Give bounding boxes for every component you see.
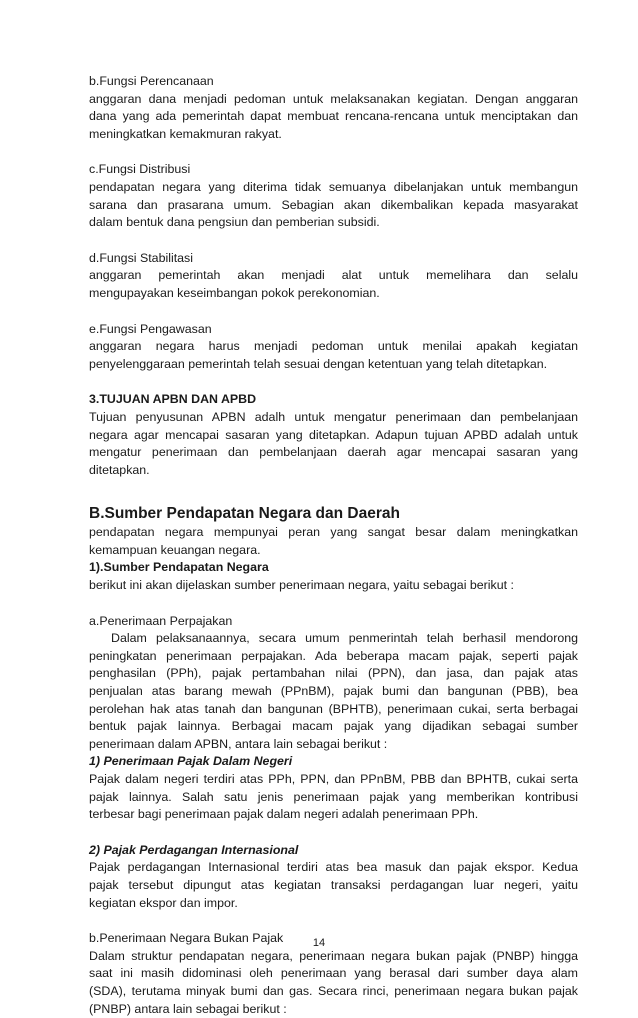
section-title: c.Fungsi Distribusi	[89, 162, 191, 177]
paragraph-line: penjualan atas barang mewah (PPnBM), pajak bumi dan bangunan (PBB), bea	[89, 684, 578, 699]
paragraph-line: pajak lainnya. Salah satu jenis penerimaan pajak yang memberikan kontribusi	[89, 789, 578, 804]
spacer	[89, 479, 578, 504]
section-title: e.Fungsi Pengawasan	[89, 321, 212, 336]
paragraph-line: anggaran pemerintah akan menjadi alat untuk memelihara dan selalu	[89, 268, 578, 283]
paragraph-line: pendapatan negara mempunyai peran yang sangat besar dalam meningkatkan	[89, 525, 578, 540]
paragraph-line: berikut ini akan dijelaskan sumber penerimaan negara, yaitu sebagai berikut :	[89, 578, 514, 593]
paragraph-line: bentuk pajak lainnya. Berbagai macam pajak yang dijadikan sebagai sumber	[89, 719, 578, 734]
subsection-heading: 1) Penerimaan Pajak Dalam Negeri	[89, 754, 293, 769]
paragraph-line: (PNBP) antara lain sebagai berikut :	[89, 1001, 287, 1016]
spacer	[89, 912, 578, 930]
page-content	[89, 73, 578, 1018]
spacer	[89, 143, 578, 161]
section-heading: 3.TUJUAN APBN DAN APBD	[89, 392, 257, 407]
chapter-heading: B.Sumber Pendapatan Negara dan Daerah	[89, 505, 400, 523]
paragraph-line: meningkatkan kemakmuran rakyat.	[89, 126, 282, 141]
paragraph-line: Tujuan penyusunan APBN adalh untuk mengatur penerimaan dan pembelanjaan	[89, 409, 578, 424]
paragraph-line: penghasilan (PPh), pajak pertambahan nilai (PPN), dan jasa, dan pajak atas	[89, 666, 578, 681]
spacer	[89, 824, 578, 842]
spacer	[89, 595, 578, 613]
paragraph-line: ditetapkan.	[89, 462, 150, 477]
paragraph-line: penyelenggaraan pemerintah telah sesuai dengan ketentuan yang telah ditetapkan.	[89, 356, 548, 371]
paragraph-line: mengupayakan keseimbangan pokok perekonomian.	[89, 285, 380, 300]
subsection-heading: 2) Pajak Perdagangan Internasional	[89, 842, 299, 857]
section-title: b.Fungsi Perencanaan	[89, 74, 214, 88]
paragraph-line: Dalam struktur pendapatan negara, penerimaan negara bukan pajak (PNBP) hingga	[89, 948, 578, 963]
paragraph-line: dalam bentuk dana pengsiun dan pemberian subsidi.	[89, 215, 380, 230]
paragraph-line: terbesar bagi penerimaan pajak dalam negeri adalah penerimaan PPh.	[89, 807, 479, 822]
paragraph-line: Pajak dalam negeri terdiri atas PPh, PPN, dan PPnBM, PBB dan BPHTB, cukai serta	[89, 772, 578, 786]
paragraph-line: pajak tersebut dipungut atas kegiatan transaksi perdagangan luar negeri, yaitu	[89, 877, 578, 892]
section-title: b.Penerimaan Negara Bukan Pajak	[89, 931, 284, 946]
paragraph-line: negara agar mencapai sasaran yang ditetapkan. Adapun tujuan APBD adalah untuk	[89, 427, 578, 442]
page-number: 14	[312, 937, 326, 949]
spacer	[89, 373, 578, 391]
section-title: d.Fungsi Stabilitasi	[89, 250, 193, 265]
paragraph-line: peningkatan penerimaan perpajakan. Ada beberapa macam pajak, seperti pajak	[89, 648, 578, 663]
paragraph-line: Pajak perdagangan Internasional terdiri atas bea masuk dan pajak ekspor. Kedua	[89, 860, 578, 875]
paragraph-line: perolehan hak atas tanah dan bangunan (BPHTB), penerimaan cukai, serta berbagai	[89, 701, 578, 716]
paragraph-line: kegiatan ekspor dan impor.	[89, 895, 238, 910]
paragraph-line: penerimaan dalam APBN, antara lain sebagai berikut :	[89, 736, 388, 751]
paragraph-line: dana yang ada pemerintah dapat membuat rencana-rencana untuk menciptakan dan	[89, 109, 578, 124]
paragraph-line: pendapatan negara yang diterima tidak semuanya dibelanjakan untuk membangun	[89, 179, 578, 194]
paragraph-line: anggaran negara harus menjadi pedoman untuk menilai apakah kegiatan	[89, 339, 578, 354]
paragraph-line: kemampuan keuangan negara.	[89, 542, 261, 557]
paragraph-line: mengatur penerimaan dan pembelanjaan daerah agar mencapai sasaran yang	[89, 445, 578, 460]
paragraph-line: sarana dan prasarana umum. Sebagian akan dikembalikan kepada masyarakat	[89, 197, 578, 212]
spacer	[89, 232, 578, 250]
paragraph-line: Dalam pelaksanaannya, secara umum penmerintah telah berhasil mendorong	[111, 631, 578, 646]
paragraph-line: (SDA), terutama minyak bumi dan gas. Secara rinci, penerimaan negara bukan pajak	[89, 983, 578, 998]
paragraph-line: anggaran dana menjadi pedoman untuk melaksanakan kegiatan. Dengan anggaran	[89, 91, 578, 106]
section-title: a.Penerimaan Perpajakan	[89, 613, 233, 628]
subsection-heading: 1).Sumber Pendapatan Negara	[89, 560, 269, 575]
spacer	[89, 303, 578, 321]
paragraph-line: saat ini masih didominasi oleh penerimaan yang berasal dari sumber daya alam	[89, 966, 578, 981]
